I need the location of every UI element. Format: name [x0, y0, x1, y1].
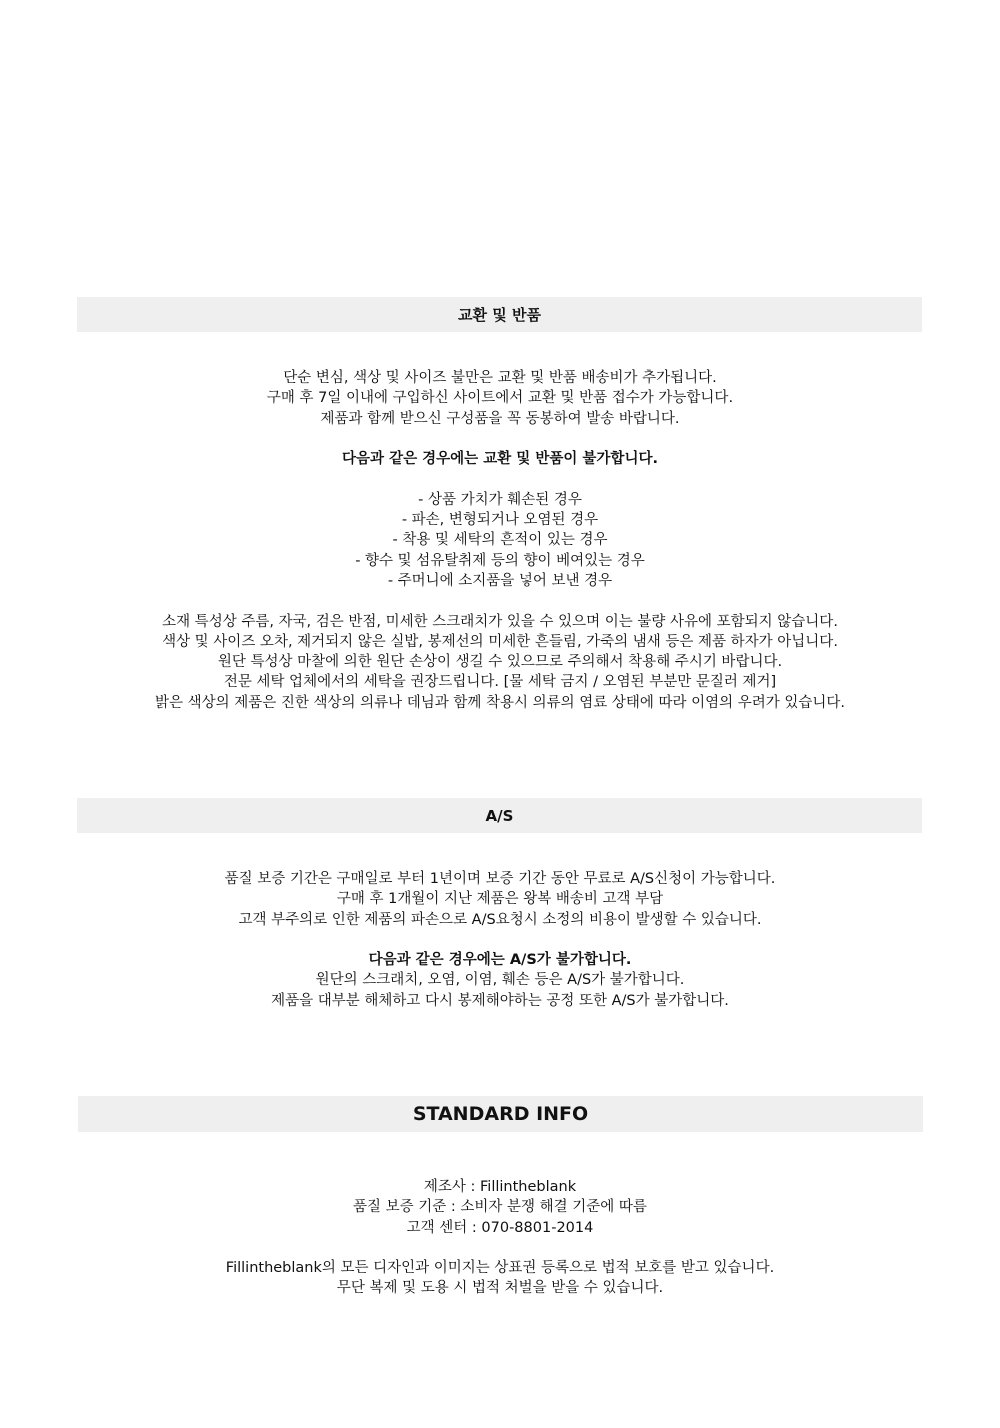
- as-section-title: A/S: [485, 806, 514, 825]
- standard-info-line: 제조사 : Fillintheblank: [423, 1179, 577, 1195]
- exchange-section-title: 교환 및 반품: [458, 306, 541, 324]
- as-section-header: [77, 798, 922, 833]
- standard-info-line: 품질 보증 기준 : 소비자 분쟁 해결 기준에 따름: [353, 1199, 647, 1216]
- standard-legal-line: Fillintheblank의 모든 디자인과 이미지는 상표권 등록으로 법적 보호를 받고 있습니다.: [225, 1260, 775, 1277]
- as-intro-line: 고객 부주의로 인한 제품의 파손으로 A/S요청시 소정의 비용이 발생할 수 있습니다.: [238, 911, 762, 928]
- as-intro-line: 구매 후 1개월이 지난 제품은 왕복 배송비 고객 부담: [336, 891, 664, 908]
- exchange-intro-line: 구매 후 7일 이내에 구입하신 사이트에서 교환 및 반품 접수가 가능합니다.: [266, 390, 734, 407]
- exchange-note-line: 밝은 색상의 제품은 진한 색상의 의류나 데님과 함께 착용시 의류의 염료 상태에 따라 이염의 우려가 있습니다.: [154, 694, 846, 711]
- standard-section-body: [0, 1177, 1000, 1299]
- exchange-note-line: 소재 특성상 주름, 자국, 검은 반점, 미세한 스크래치가 있을 수 있으며 이는 불량 사유에 포함되지 않습니다.: [162, 613, 838, 630]
- as-section-body: [0, 869, 1000, 1011]
- standard-section-header: [78, 1096, 923, 1132]
- exchange-note-line: 전문 세탁 업체에서의 세탁을 권장드립니다. [물 세탁 금지 / 오염된 부분만 문질러 제거]: [223, 674, 777, 691]
- exchange-condition-item: - 착용 및 세탁의 흔적이 있는 경우: [392, 532, 608, 549]
- standard-section-title: STANDARD INFO: [412, 1103, 589, 1125]
- exchange-section-body: [0, 368, 1000, 713]
- standard-info-line: 고객 센터 : 070-8801-2014: [406, 1219, 594, 1236]
- as-condition-item: 제품을 대부분 해체하고 다시 봉제해야하는 공정 또한 A/S가 불가합니다.: [271, 992, 729, 1009]
- as-intro-line: 품질 보증 기간은 구매일로 부터 1년이며 보증 기간 동안 무료로 A/S신청이 가능합니다.: [224, 871, 776, 887]
- exchange-section-header: [77, 297, 922, 332]
- exchange-note-line: 색상 및 사이즈 오차, 제거되지 않은 실밥, 봉제선의 미세한 흔들림, 가죽의 냄새 등은 제품 하자가 아닙니다.: [162, 633, 838, 650]
- as-condition-item: 원단의 스크래치, 오염, 이염, 훼손 등은 A/S가 불가합니다.: [315, 972, 685, 989]
- exchange-condition-item: - 파손, 변형되거나 오염된 경우: [401, 512, 599, 529]
- standard-legal-line: 무단 복제 및 도용 시 법적 처벌을 받을 수 있습니다.: [336, 1280, 664, 1297]
- exchange-condition-item: - 주머니에 소지품을 넣어 보낸 경우: [387, 572, 613, 589]
- as-condition-heading: 다음과 같은 경우에는 A/S가 불가합니다.: [368, 952, 632, 969]
- exchange-condition-heading: 다음과 같은 경우에는 교환 및 반품이 불가합니다.: [342, 451, 658, 468]
- exchange-condition-item: - 향수 및 섬유탈취제 등의 향이 베여있는 경우: [355, 552, 645, 569]
- exchange-condition-item: - 상품 가치가 훼손된 경우: [418, 491, 582, 508]
- exchange-note-line: 원단 특성상 마찰에 의한 원단 손상이 생길 수 있으므로 주의해서 착용해 주시기 바랍니다.: [217, 654, 783, 671]
- exchange-intro-line: 단순 변심, 색상 및 사이즈 불만은 교환 및 반품 배송비가 추가됩니다.: [283, 370, 717, 386]
- exchange-intro-line: 제품과 함께 받으신 구성품을 꼭 동봉하여 발송 바랍니다.: [320, 410, 680, 427]
